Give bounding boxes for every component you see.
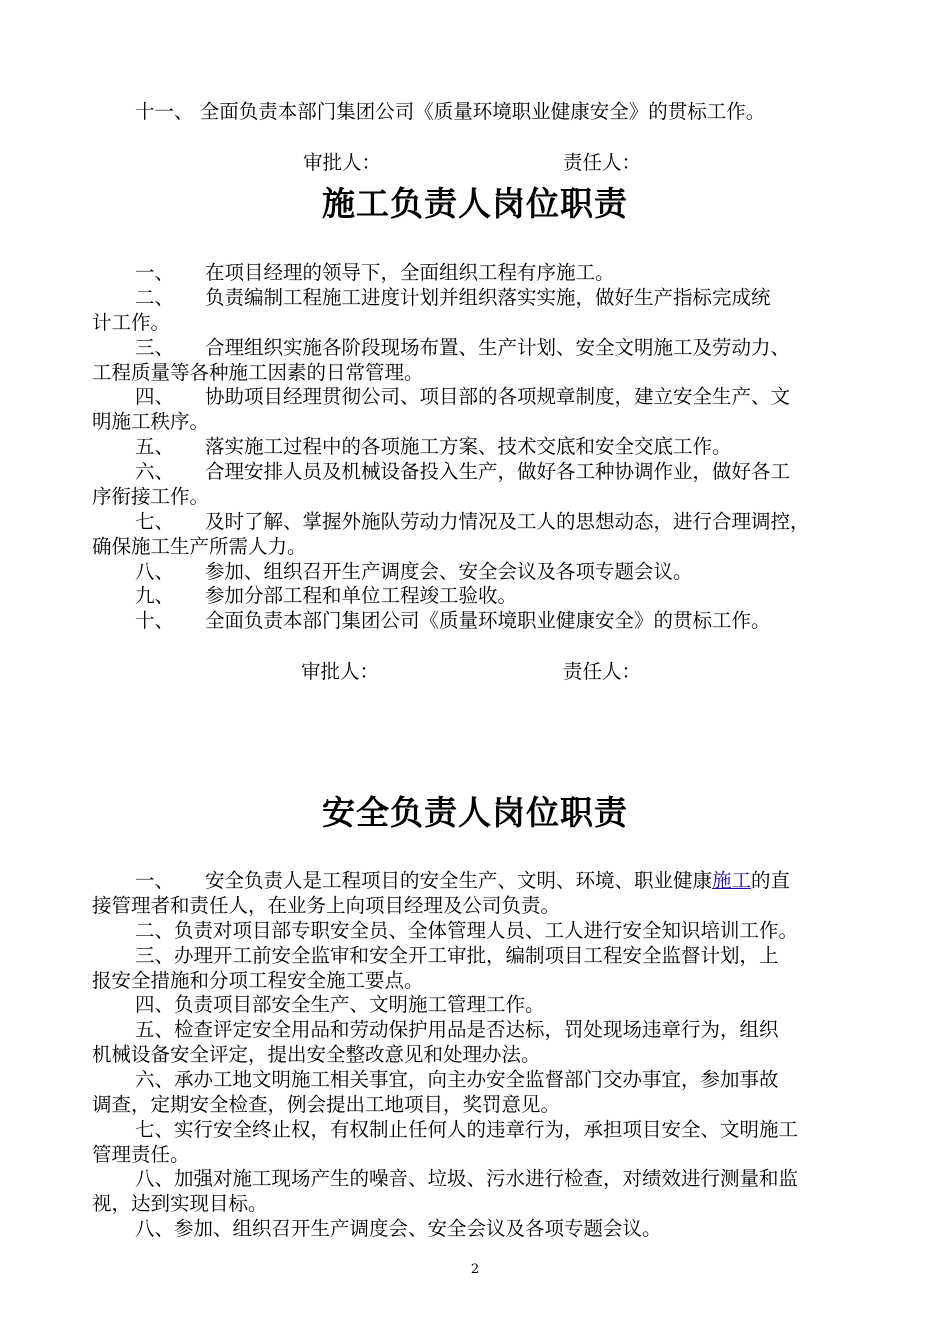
list-item-cont: 机械设备安全评定，提出安全整改意见和处理办法。 bbox=[92, 1043, 541, 1066]
section-title-safety: 安全负责人岗位职责 bbox=[322, 793, 628, 832]
list-item-cont: 视，达到实现目标。 bbox=[92, 1192, 268, 1215]
approver-label: 审批人： bbox=[301, 660, 380, 683]
item-11: 十一、 全面负责本部门集团公司《质量环境职业健康安全》的贯标工作。 bbox=[135, 100, 766, 123]
list-item-cont: 计工作。 bbox=[92, 311, 171, 334]
list-item: 五、 落实施工过程中的各项施工方案、技术交底和安全交底工作。 bbox=[135, 435, 732, 458]
list-item-cont: 明施工秩序。 bbox=[92, 410, 210, 433]
list-item: 八、 参加、组织召开生产调度会、安全会议及各项专题会议。 bbox=[135, 560, 693, 583]
list-item: 四、 协助项目经理贯彻公司、项目部的各项规章制度，建立安全生产、文 bbox=[135, 385, 791, 408]
page-number: 2 bbox=[470, 1262, 480, 1277]
list-item-cont: 确保施工生产所需人力。 bbox=[92, 535, 307, 558]
list-item-cont: 接管理者和责任人，在业务上向项目经理及公司负责。 bbox=[92, 894, 561, 917]
responsible-label: 责任人： bbox=[563, 660, 642, 683]
list-item-cont: 工程质量等各种施工因素的日常管理。 bbox=[92, 361, 424, 384]
list-item: 七、实行安全终止权，有权制止任何人的违章行为，承担项目安全、文明施工 bbox=[135, 1118, 799, 1141]
section-title-construction: 施工负责人岗位职责 bbox=[322, 184, 628, 223]
list-item: 八、加强对施工现场产生的噪音、垃圾、污水进行检查，对绩效进行测量和监 bbox=[135, 1167, 799, 1190]
list-item: 六、承办工地文明施工相关事宜，向主办安全监督部门交办事宜，参加事故 bbox=[135, 1068, 779, 1091]
list-item: 五、检查评定安全用品和劳动保护用品是否达标，罚处现场违章行为，组织 bbox=[135, 1018, 779, 1041]
list-item: 一、 在项目经理的领导下，全面组织工程有序施工。 bbox=[135, 261, 615, 284]
list-item-cont: 报安全措施和分项工程安全施工要点。 bbox=[92, 969, 424, 992]
list-item: 八、参加、组织召开生产调度会、安全会议及各项专题会议。 bbox=[135, 1217, 662, 1240]
approver-label: 审批人： bbox=[303, 151, 382, 174]
list-item-cont: 调查，定期安全检查，例会提出工地项目，奖罚意见。 bbox=[92, 1093, 561, 1116]
list-item: 十、 全面负责本部门集团公司《质量环境职业健康安全》的贯标工作。 bbox=[135, 609, 771, 632]
list-item: 四、负责项目部安全生产、文明施工管理工作。 bbox=[135, 993, 545, 1016]
list-item-cont: 序衔接工作。 bbox=[92, 485, 210, 508]
list-item: 三、 合理组织实施各阶段现场布置、生产计划、安全文明施工及劳动力、 bbox=[135, 336, 791, 359]
list-item: 六、 合理安排人员及机械设备投入生产，做好各工种协调作业，做好各工 bbox=[135, 460, 791, 483]
list-item: 九、 参加分部工程和单位工程竣工验收。 bbox=[135, 584, 518, 607]
list-item: 三、办理开工前安全监审和安全开工审批，编制项目工程安全监督计划，上 bbox=[135, 944, 779, 967]
construction-link[interactable]: 施工 bbox=[712, 869, 752, 892]
list-item: 二、负责对项目部专职安全员、全体管理人员、工人进行安全知识培训工作。 bbox=[135, 919, 799, 942]
list-item: 一、 安全负责人是工程项目的安全生产、文明、环境、职业健康施工的直 bbox=[135, 869, 791, 892]
list-item: 二、 负责编制工程施工进度计划并组织落实实施，做好生产指标完成统 bbox=[135, 286, 771, 309]
list-item: 七、 及时了解、掌握外施队劳动力情况及工人的思想动态，进行合理调控， bbox=[135, 510, 810, 533]
list-item-cont: 管理责任。 bbox=[92, 1143, 190, 1166]
responsible-label: 责任人： bbox=[563, 151, 642, 174]
